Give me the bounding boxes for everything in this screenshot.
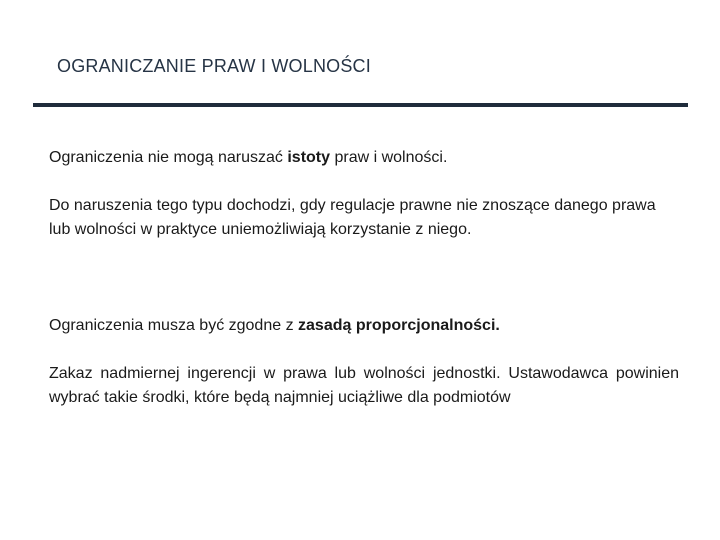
paragraph-essence-limit-tail: praw i wolności. — [330, 149, 448, 166]
paragraph-essence-limit-text: Ograniczenia nie mogą naruszać — [49, 149, 288, 166]
essence-emphasis: istoty — [287, 149, 331, 166]
paragraph-proportionality-text: Ograniczenia musza być zgodne z — [49, 317, 299, 334]
paragraph-violation-explanation: Do naruszenia tego typu dochodzi, gdy regulacje prawne nie znoszące danego prawa lub wolności w praktyce uniemożliwiają korzystanie z niego. — [49, 197, 656, 238]
paragraph-interference-ban: Zakaz nadmiernej ingerencji w prawa lub wolności jednostki. Ustawodawca powinien wybrać takie środki, które będą najmniej uciążliwe dla podmiotów — [49, 365, 679, 406]
paragraph-essence-limit — [49, 146, 679, 170]
paragraph-proportionality — [49, 314, 679, 338]
title-divider — [33, 103, 688, 107]
slide-title: OGRANICZANIE PRAW I WOLNOŚCI — [57, 56, 371, 76]
proportionality-emphasis: zasadą proporcjonalności. — [298, 317, 500, 334]
